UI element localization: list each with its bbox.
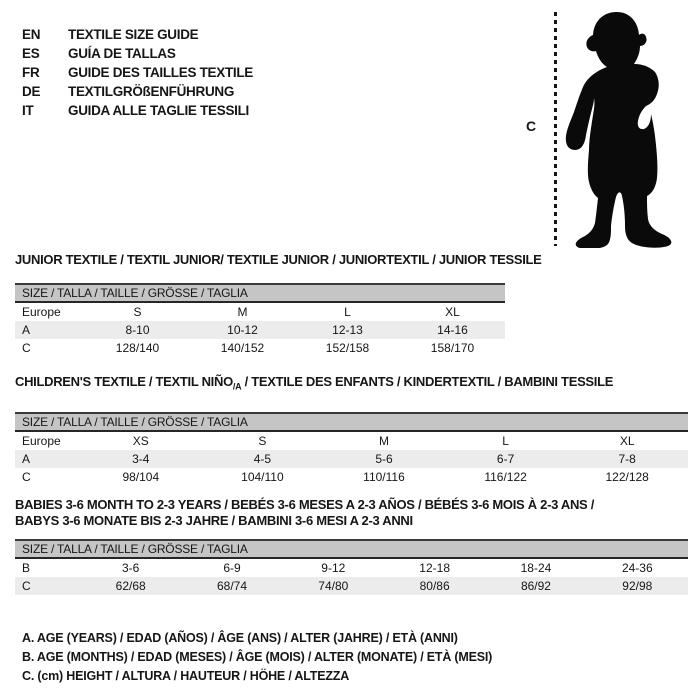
language-title: TEXTILGRÖßENFÜHRUNG xyxy=(68,84,235,99)
table-row xyxy=(15,468,688,486)
table-row xyxy=(15,450,688,468)
language-code: IT xyxy=(22,103,34,118)
table-cell: 10-12 xyxy=(227,323,258,337)
legend-line-a: A. AGE (YEARS) / EDAD (AÑOS) / ÂGE (ANS) / ALTER (JAHRE) / ETÀ (ANNI) xyxy=(22,631,458,645)
height-measure-dashed-line xyxy=(554,12,557,246)
table-cell: 158/170 xyxy=(430,341,475,355)
table-cell: 3-6 xyxy=(121,561,140,575)
language-title: GUIDE DES TAILLES TEXTILE xyxy=(68,65,254,80)
language-code: ES xyxy=(22,46,40,61)
language-title-list xyxy=(22,25,253,120)
table-title-line1: BABIES 3-6 MONTH TO 2-3 YEARS / BEBÉS 3-6 MESES A 2-3 AÑOS / BÉBÉS 3-6 MOIS À 2-3 ANS / xyxy=(15,497,595,512)
table-cell: XL xyxy=(619,433,635,448)
table-cell: M xyxy=(378,433,389,448)
table-row xyxy=(15,339,505,357)
table-row xyxy=(15,559,688,577)
size-header-bar: SIZE / TALLA / TAILLE / GRÖSSE / TAGLIA xyxy=(15,283,505,303)
table-cell: L xyxy=(502,433,509,448)
size-header-bar: SIZE / TALLA / TAILLE / GRÖSSE / TAGLIA xyxy=(15,539,688,559)
table-cell: 92/98 xyxy=(622,579,653,593)
language-row-en xyxy=(22,25,253,44)
language-title: GUIDA ALLE TAGLIE TESSILI xyxy=(68,103,249,118)
table-cell: 74/80 xyxy=(318,579,349,593)
height-measure-label: C xyxy=(526,118,537,134)
table-cell: 152/158 xyxy=(325,341,370,355)
table-cell: 12-13 xyxy=(332,323,363,337)
row-label: A xyxy=(22,323,31,337)
table-cell: L xyxy=(344,305,351,319)
table-cell: 18-24 xyxy=(520,561,552,575)
language-code: EN xyxy=(22,27,41,42)
size-header-bar: SIZE / TALLA / TAILLE / GRÖSSE / TAGLIA xyxy=(15,412,688,432)
row-label: C xyxy=(22,579,31,593)
table-row xyxy=(15,321,505,339)
title-subscript: /A xyxy=(232,381,242,392)
table-cell: 86/92 xyxy=(520,579,551,593)
table-cell: 14-16 xyxy=(437,323,468,337)
table-cell: 80/86 xyxy=(419,579,450,593)
table-cell: 7-8 xyxy=(618,451,636,466)
table-cell: 122/128 xyxy=(605,469,649,484)
table-cell: 12-18 xyxy=(419,561,450,575)
table-title xyxy=(15,375,688,394)
row-label: C xyxy=(22,341,31,355)
table-cell: 68/74 xyxy=(216,579,247,593)
language-row-de xyxy=(22,82,253,101)
table-cell: S xyxy=(133,305,142,319)
table-row xyxy=(15,303,505,321)
table-title: JUNIOR TEXTILE / TEXTIL JUNIOR/ TEXTILE JUNIOR / JUNIORTEXTIL / JUNIOR TESSILE xyxy=(15,252,542,267)
table-cell: 140/152 xyxy=(220,341,265,355)
row-label: Europe xyxy=(22,305,61,319)
table-title-line2: BABYS 3-6 MONATE BIS 2-3 JAHRE / BAMBINI 3-6 MESI A 2-3 ANNI xyxy=(15,513,413,528)
children-textile-table xyxy=(15,375,688,486)
language-row-fr xyxy=(22,63,253,82)
table-row xyxy=(15,577,688,595)
toddler-silhouette-icon xyxy=(563,10,695,248)
legend xyxy=(22,629,492,686)
table-cell: XL xyxy=(445,305,460,319)
table-cell: 6-7 xyxy=(496,451,515,466)
table-cell: 8-10 xyxy=(125,323,150,337)
language-code: FR xyxy=(22,65,40,80)
language-row-es xyxy=(22,44,253,63)
language-title: GUÍA DE TALLAS xyxy=(68,46,176,61)
table-cell: 116/122 xyxy=(484,469,527,484)
language-row-it xyxy=(22,101,253,120)
junior-textile-table xyxy=(15,252,542,357)
row-label: C xyxy=(22,469,31,484)
title-text: / TEXTILE DES ENFANTS / KINDERTEXTIL / BAMBINI TESSILE xyxy=(241,374,614,389)
table-cell: XS xyxy=(132,433,149,448)
language-code: DE xyxy=(22,84,41,99)
table-cell: 24-36 xyxy=(621,561,653,575)
babies-textile-table xyxy=(15,497,688,595)
row-label: Europe xyxy=(22,433,61,448)
table-cell: S xyxy=(258,433,267,448)
row-label: B xyxy=(22,561,31,575)
table-cell: 98/104 xyxy=(122,469,160,484)
legend-line-b: B. AGE (MONTHS) / EDAD (MESES) / ÂGE (MOIS) / ALTER (MONATE) / ETÀ (MESI) xyxy=(22,650,493,664)
table-cell: 9-12 xyxy=(321,561,346,575)
table-cell: 62/68 xyxy=(115,579,146,593)
row-label: A xyxy=(22,451,31,466)
legend-line-c: C. (cm) HEIGHT / ALTURA / HAUTEUR / HÖHE / ALTEZZA xyxy=(22,669,350,683)
table-cell: 6-9 xyxy=(223,561,241,575)
table-cell: 104/110 xyxy=(241,469,284,484)
table-cell: 4-5 xyxy=(253,451,272,466)
title-text: CHILDREN'S TEXTILE / TEXTIL NIÑO xyxy=(15,374,233,389)
table-cell: 110/116 xyxy=(363,469,405,484)
table-row xyxy=(15,432,688,450)
table-cell: 3-4 xyxy=(132,451,150,466)
table-cell: 128/140 xyxy=(115,341,160,355)
table-cell: 5-6 xyxy=(375,451,393,466)
language-title: TEXTILE SIZE GUIDE xyxy=(68,27,199,42)
table-cell: M xyxy=(237,305,248,319)
